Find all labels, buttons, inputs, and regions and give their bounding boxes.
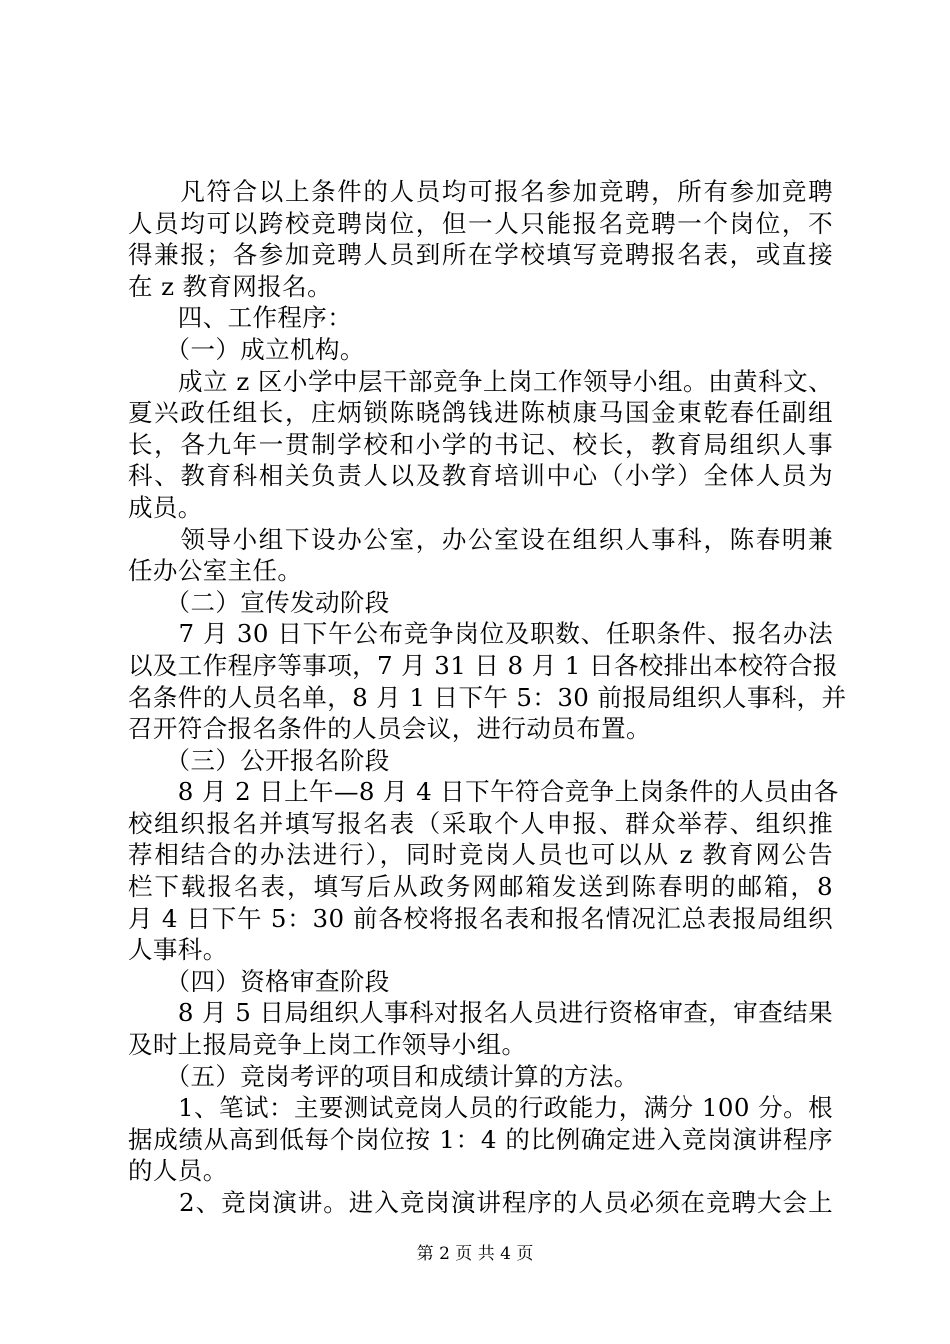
paragraph-line: 得兼报；各参加竞聘人员到所在学校填写竞聘报名表，或直接	[128, 240, 833, 270]
paragraph-line: 成员。	[128, 492, 203, 522]
paragraph-line: 夏兴政任组长，庄炳锁陈晓鸽钱进陈桢康马国金東乾春任副组	[128, 398, 833, 428]
paragraph-line: 人事科。	[128, 935, 228, 965]
document-body	[128, 176, 847, 1219]
paragraph-line: 科、教育科相关负责人以及教育培训中心（小学）全体人员为	[128, 461, 833, 491]
paragraph-line: 荐相结合的办法进行），同时竞岗人员也可以从 z 教育网公告	[128, 840, 833, 870]
paragraph-line: 及时上报局竞争上岗工作领导小组。	[128, 1030, 527, 1060]
paragraph-line: 的人员。	[128, 1156, 228, 1186]
paragraph-line: 月 4 日下午 5：30 前各校将报名表和报名情况汇总表报局组织	[128, 903, 833, 933]
paragraph-line: 人员均可以跨校竞聘岗位，但一人只能报名竞聘一个岗位，不	[128, 208, 833, 238]
paragraph-line: （一）成立机构。	[128, 334, 365, 364]
paragraph-line: 据成绩从高到低每个岗位按 1：4 的比例确定进入竞岗演讲程序	[128, 1124, 833, 1154]
paragraph-line: 凡符合以上条件的人员均可报名参加竞聘，所有参加竞聘	[128, 177, 833, 206]
paragraph-line: （四）资格审查阶段	[128, 966, 390, 996]
paragraph-line: 在 z 教育网报名。	[128, 271, 332, 301]
paragraph-line: 8 月 2 日上午—8 月 4 日下午符合竞争上岗条件的人员由各	[128, 777, 839, 807]
paragraph-line: 名条件的人员名单，8 月 1 日下午 5：30 前报局组织人事科，并	[128, 682, 847, 712]
paragraph-line: 成立 z 区小学中层干部竞争上岗工作领导小组。由黄科文、	[128, 366, 833, 396]
page-footer: 第 2 页 共 4 页	[416, 1244, 534, 1264]
paragraph-line: 校组织报名并填写报名表（采取个人申报、群众举荐、组织推	[128, 808, 833, 838]
paragraph-line: 任办公室主任。	[128, 556, 303, 586]
paragraph-line: （二）宣传发动阶段	[128, 587, 390, 617]
paragraph-line: 8 月 5 日局组织人事科对报名人员进行资格审查，审查结果	[128, 998, 833, 1028]
paragraph-line: （三）公开报名阶段	[128, 745, 390, 775]
paragraph-line: 长，各九年一贯制学校和小学的书记、校长，教育局组织人事	[128, 429, 833, 459]
paragraph-line: 召开符合报名条件的人员会议，进行动员布置。	[128, 714, 651, 744]
paragraph-line: 四、工作程序：	[128, 303, 353, 333]
paragraph-line: 1、笔试：主要测试竞岗人员的行政能力，满分 100 分。根	[128, 1093, 833, 1123]
paragraph-line: 栏下载报名表，填写后从政务网邮箱发送到陈春明的邮箱，8	[128, 872, 833, 902]
paragraph-line: 领导小组下设办公室，办公室设在组织人事科，陈春明兼	[128, 524, 833, 554]
paragraph-line: 7 月 30 日下午公布竞争岗位及职数、任职条件、报名办法	[128, 619, 833, 649]
paragraph-line: （五）竞岗考评的项目和成绩计算的方法。	[128, 1061, 639, 1091]
paragraph-line: 2、竞岗演讲。进入竞岗演讲程序的人员必须在竞聘大会上	[128, 1188, 833, 1217]
paragraph-line: 以及工作程序等事项，7 月 31 日 8 月 1 日各校排出本校符合报	[128, 650, 838, 680]
